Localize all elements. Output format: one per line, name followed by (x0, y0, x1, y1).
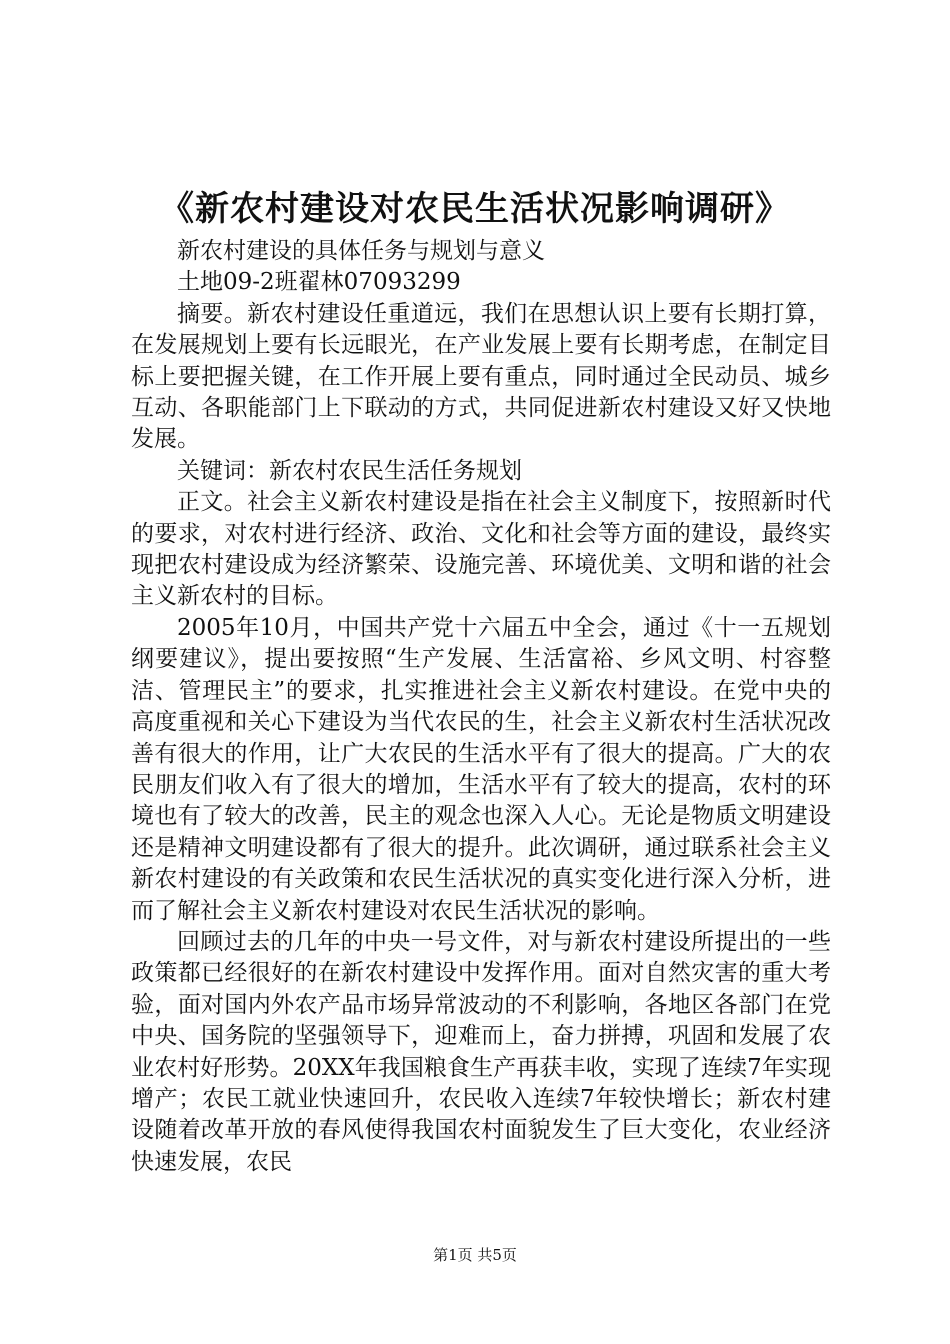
body-paragraph: 回顾过去的几年的中央一号文件，对与新农村建设所提出的一些政策都已经很好的在新农村建设中发挥作用。面对自然灾害的重大考验，面对国内外农产品市场异常波动的不利影响，各地区各部门在党中央、国务院的坚强领导下，迎难而上，奋力拼搏，巩固和发展了农业农村好形势。20XX年我国粮食生产再获丰收，实现了连续7年实现增产；农民工就业快速回升，农民收入连续7年较快增长；新农村建设随着改革开放的春风使得我国农村面貌发生了巨大变化，农业经济快速发展，农民 (131, 928, 831, 1175)
body-paragraph: 2005年10月，中国共产党十六届五中全会，通过《十一五规划纲要建议》，提出要按照“生产发展、生活富裕、乡风文明、村容整洁、管理民主”的要求，扎实推进社会主义新农村建设。在党中央的高度重视和关心下建设为当代农民的生，社会主义新农村生活状况改善有很大的作用，让广大农民的生活水平有了很大的提高。广大的农民朋友们收入有了很大的增加，生活水平有了较大的提高，农村的环境也有了较大的改善，民主的观念也深入人心。无论是物质文明建设还是精神文明建设都有了很大的提升。此次调研，通过联系社会主义新农村建设的有关政策和农民生活状况的真实变化进行深入分析，进而了解社会主义新农村建设对农民生活状况的影响。 (131, 614, 831, 924)
keywords-line: 关键词：新农村农民生活任务规划 (177, 457, 522, 484)
author-line: 土地09-2班翟林07093299 (177, 269, 461, 296)
subtitle-line: 新农村建设的具体任务与规划与意义 (177, 238, 545, 264)
document-title: 《新农村建设对农民生活状况影响调研》 (160, 189, 790, 229)
abstract-paragraph: 摘要。新农村建设任重道远，我们在思想认识上要有长期打算，在发展规划上要有长远眼光，在产业发展上要有长期考虑，在制定目标上要把握关键，在工作开展上要有重点，同时通过全民动员、城乡互动、各职能部门上下联动的方式，共同促进新农村建设又好又快地发展。 (131, 300, 831, 453)
page-footer: 第1页 共5页 (433, 1246, 517, 1264)
document-body (131, 236, 831, 1178)
body-paragraph: 正文。社会主义新农村建设是指在社会主义制度下，按照新时代的要求，对农村进行经济、政治、文化和社会等方面的建设，最终实现把农村建设成为经济繁荣、设施完善、环境优美、文明和谐的社会主义新农村的目标。 (131, 489, 831, 610)
